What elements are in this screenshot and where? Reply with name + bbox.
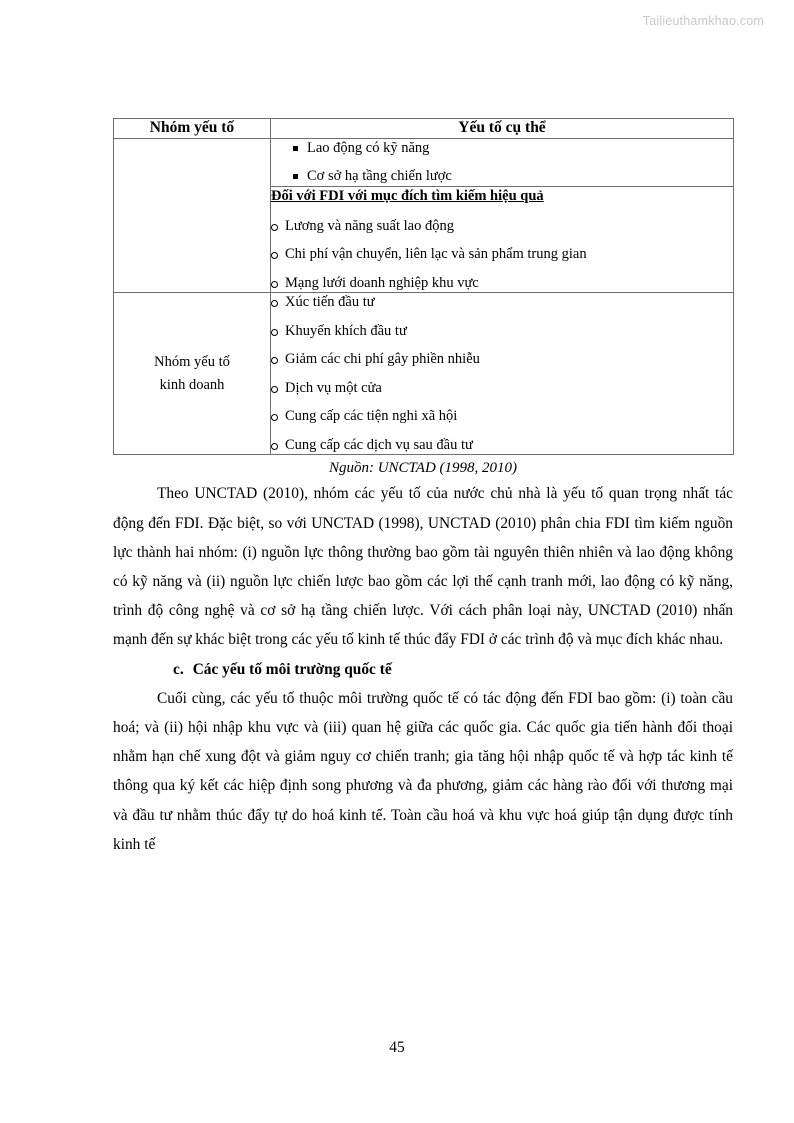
circle-bullet-list [271,293,733,454]
list-item: Cung cấp các tiện nghi xã hội [271,407,733,426]
list-item: Khuyến khích đầu tư [271,322,733,341]
subsection-marker: c. [173,660,184,678]
subsection-title: Các yếu tố môi trường quốc tế [192,660,392,678]
list-item: Mạng lưới doanh nghiệp khu vực [271,274,733,293]
table-row [114,138,734,186]
table-source-caption: Nguồn: UNCTAD (1998, 2010) [328,460,518,477]
group-label-business [114,293,271,455]
table-row [114,293,734,455]
group-label-line-1: Nhóm yếu tố [154,354,230,371]
items-cell-business [271,293,734,455]
list-item: Chi phí vận chuyển, liên lạc và sản phẩm trung gian [271,245,733,264]
table-header-row [114,119,734,139]
circle-bullet-list [271,217,733,293]
list-item: Xúc tiến đầu tư [271,293,733,312]
square-bullet-list [271,139,733,186]
items-cell-efficiency [271,186,734,292]
list-item: Cơ sở hạ tầng chiến lược [271,167,733,186]
table-header-group: Nhóm yếu tố [114,119,271,139]
subsection-heading [113,655,733,684]
paragraph-unctad: Theo UNCTAD (2010), nhóm các yếu tố của nước chủ nhà là yếu tố quan trọng nhất tác động đến FDI. Đặc biệt, so với UNCTAD (1998), UNCTAD (2010) phân chia FDI tìm kiếm nguồn lực thành hai nhóm: (i) nguồn lực thông thường bao gồm tài nguyên thiên nhiên và lao động không có kỹ năng và (ii) nguồn lực chiến lược bao gồm các lợi thế cạnh tranh mới, lao động có kỹ năng, trình độ công nghệ và cơ sở hạ tầng chiến lược. Với cách phân loại này, UNCTAD (2010) nhấn mạnh đến sự khác biệt trong các yếu tố kinh tế thúc đẩy FDI ở các trình độ và mục đích khác nhau. [113,485,733,649]
list-item: Lương và năng suất lao động [271,217,733,236]
page-number: 45 [389,1039,405,1056]
paragraph-international: Cuối cùng, các yếu tố thuộc môi trường quốc tế có tác động đến FDI bao gồm: (i) toàn cầu hoá; và (ii) hội nhập khu vực và (iii) quan hệ giữa các quốc gia. Các quốc gia tiến hành đối thoại nhằm hạn chế xung đột và giảm nguy cơ chiến tranh; gia tăng hội nhập quốc tế và hợp tác kinh tế thông qua ký kết các hiệp định song phương và đa phương, giảm các hàng rào đối với thương mại và đầu tư nhằm thúc đẩy tự do hoá kinh tế. Toàn cầu hoá và khu vực hoá giúp tận dụng được tính kinh tế [113,689,733,853]
factors-table [113,118,734,455]
page-content [113,118,733,859]
items-cell-square [271,138,734,186]
list-item: Dịch vụ một cửa [271,379,733,398]
group-label-empty [114,138,271,293]
section-subheading: Đối với FDI với mục đích tìm kiếm hiệu quả [271,187,544,204]
group-label-line-2: kinh doanh [159,376,225,393]
list-item: Cung cấp các dịch vụ sau đầu tư [271,436,733,455]
table-header-specific: Yếu tố cụ thể [271,119,734,139]
watermark-text: Tailieuthamkhao.com [642,14,764,28]
list-item: Lao động có kỹ năng [271,139,733,158]
list-item: Giảm các chi phí gây phiền nhiễu [271,350,733,369]
